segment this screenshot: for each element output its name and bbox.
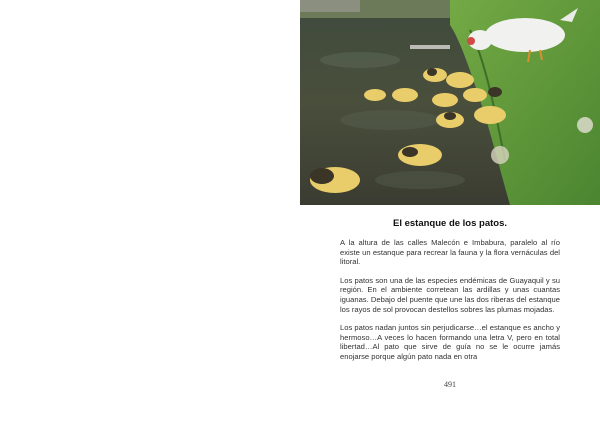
- paragraph-2: Los patos son una de las especies endémicas de Guayaquil y su región. En el ambiente corretean las ardillas y unas cuantas iguanas. Debajo del puente que une las dos riberas del estanque los rayos de sol provocan destellos sobres las plumas mojadas.: [340, 275, 560, 314]
- right-page: [300, 0, 600, 425]
- paragraph-1: A la altura de las calles Malecón e Imbabura, paralelo al río existe un estanque para recrear la fauna y la flora vernáculas del litoral.: [340, 238, 560, 267]
- ducks-pond-photo: [300, 0, 600, 205]
- article-body: [340, 238, 560, 371]
- article-title: El estanque de los patos.: [392, 218, 508, 229]
- page-number: 491: [444, 380, 456, 389]
- paragraph-3: Los patos nadan juntos sin perjudicarse…el estanque es ancho y hermoso…A veces lo hacen formando una letra V, pero en total libertad…Al pato que sirve de guía no se le ocurre jamás enojarse porque algún pato nada en otra: [340, 323, 560, 361]
